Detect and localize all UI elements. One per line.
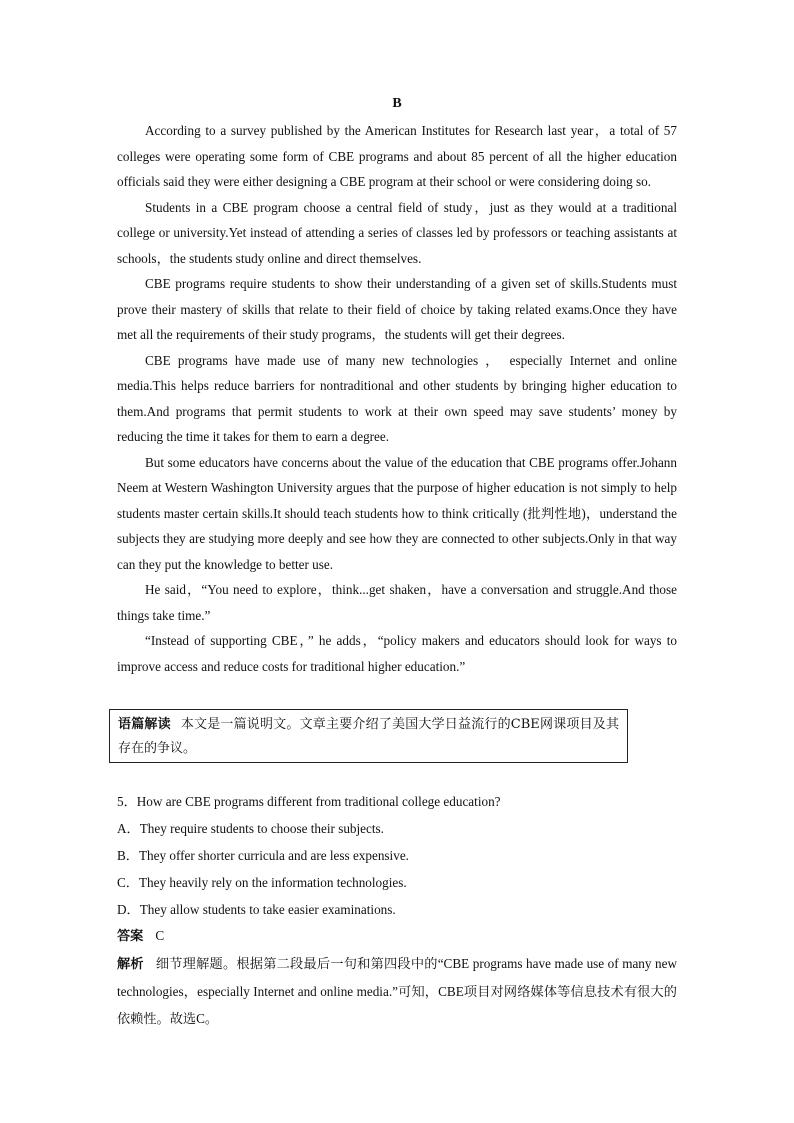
answer-value: C xyxy=(155,928,165,943)
option-d: D．They allow students to take easier examinations. xyxy=(117,902,396,917)
paragraph-3: CBE programs require students to show their understanding of a given set of skills.Students must prove their mastery of skills that relate to their field of choice by taking related exams.Once they have met all the requirements of their study programs，the students will get their degrees. xyxy=(117,276,677,342)
summary-text: 本文是一篇说明文。文章主要介绍了美国大学日益流行的CBE网课项目及其存在的争议。 xyxy=(118,717,619,756)
option-b: B．They offer shorter curricula and are less expensive. xyxy=(117,848,409,863)
analysis-label: 解析 xyxy=(117,957,144,972)
passage xyxy=(117,94,677,679)
paragraph-7: “Instead of supporting CBE，” he adds，“policy makers and educators should look for ways to improve access and reduce costs for traditional higher education.” xyxy=(117,633,677,674)
summary-label: 语篇解读 xyxy=(118,717,171,732)
question-stem: 5．How are CBE programs different from traditional college education? xyxy=(117,794,501,809)
option-a: A．They require students to choose their subjects. xyxy=(117,821,384,836)
paragraph-4: CBE programs have made use of many new technologies ， especially Internet and online media.This helps reduce barriers for nontraditional and other students by bringing higher education to them.And programs that permit students to work at their own speed may save students’ money by reducing the time it takes for them to earn a degree. xyxy=(117,352,677,444)
paragraph-2: Students in a CBE program choose a central field of study，just as they would at a traditional college or university.Yet instead of attending a series of classes led by professors or teaching assistants at schools，the students study online and direct themselves. xyxy=(117,199,677,266)
paragraph-5: But some educators have concerns about the value of the education that CBE programs offer.Johann Neem at Western Washington University argues that the purpose of higher education is not simply to help students master certain skills.It should teach students how to think critically (批判性地)，understand the subjects they are studying more deeply and see how they are connected to other subjects.Only in that way can they put the knowledge to better use. xyxy=(117,454,677,572)
paragraph-6: He said，“You need to explore，think...get shaken，have a conversation and struggle.And those things take time.” xyxy=(117,582,677,623)
answer-row xyxy=(117,923,677,950)
paragraph-1: According to a survey published by the American Institutes for Research last year，a total of 57 colleges were operating some form of CBE programs and about 85 percent of all the higher education officials said they were either designing a CBE program at their school or were considering doing so. xyxy=(117,123,677,189)
answer-label: 答案 xyxy=(117,929,144,944)
analysis xyxy=(117,950,677,1032)
passage-heading: B xyxy=(392,96,402,111)
option-c: C．They heavily rely on the information technologies. xyxy=(117,875,407,890)
question-section xyxy=(117,788,677,1032)
passage-summary-box xyxy=(109,709,628,763)
analysis-text: 细节理解题。根据第二段最后一句和第四段中的“CBE programs have made use of many new technologies，especially Internet and online media.”可知，CBE项目对网络媒体等信息技术有很大的依赖性。故选C。 xyxy=(117,956,677,1026)
